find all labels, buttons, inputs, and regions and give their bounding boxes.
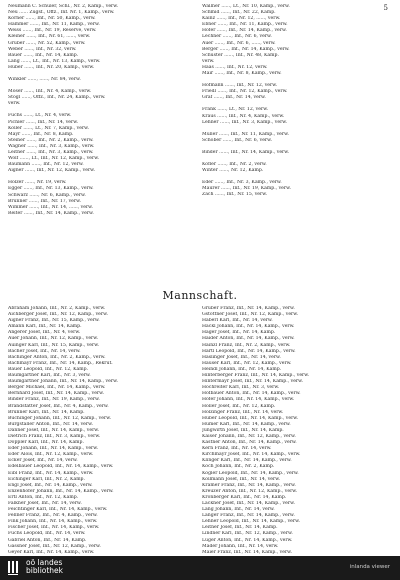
roster-entry: Neumann C. Schüler, Schl., Nr. 2, Kamp., verw. (8, 4, 119, 9)
roster-entry: Mair ......, Inf., Nr. 8, Kamp., verw. (202, 71, 282, 77)
crew-entry: Kollmann Josef, Inf., Nr. 14, verw. (202, 476, 281, 482)
crew-entry: Bachinger Anton, Inf., Nr. 2, Kamp., verw. (8, 354, 106, 360)
crew-entry: Eder Alois, Inf., Nr. 12, Kamp., verw. (8, 452, 94, 458)
roster-entry: Stögl ......, Offz., Inf., Nr. 24, Kamp., verw. (8, 95, 106, 101)
crew-entry: Geyer Karl, Inf., Nr. 14, Kamp., verw. (8, 549, 95, 555)
crew-entry: Luger Anton, Inf., Nr. 14, Kamp., verw. (202, 537, 293, 543)
roster-entry: Weiss ......, Inf., Nr. 19, Reserve, verw. (8, 28, 97, 34)
roster-entry: Egger ......, Inf., Nr. 13, Kamp., verw. (8, 186, 94, 192)
roster-entry: Baumann ......, Inf., Nr. 12, verw. (8, 162, 84, 168)
crew-entry: Feichtinger Karl, Inf., Nr. 14, Kamp., verw. (8, 507, 108, 513)
roster-entry: Mayr ......, Inf., Nr. 8, Kamp. (8, 131, 74, 137)
crew-entry: Fuchs Leopold, Inf., Nr. 14, verw. (8, 531, 86, 537)
crew-entry: Gruber Franz, Inf., Nr. 14, Kamp., verw. (202, 306, 295, 311)
crew-entry: Eibl Franz, Inf., Nr. 14, Kamp., verw. (8, 470, 94, 476)
crew-entry: Hager Josef, Inf., Nr. 14, Kamp. (202, 330, 276, 336)
crew-entry: Ecker Josef, Inf., Nr. 14, verw. (8, 458, 78, 464)
crew-entry: Haberl Karl, Inf., Nr. 14, verw. (202, 318, 273, 324)
crew-entry: Kastner Anton, Inf., Nr. 14, Kamp., verw. (202, 440, 297, 446)
library-logo[interactable] (8, 558, 63, 576)
crew-entry: Auer Johann, Inf., Nr. 12, Kamp., verw. (8, 336, 99, 342)
crew-entry: Hofer Johann, Inf., Nr. 14, Kamp., verw. (202, 397, 295, 403)
crew-entry: Lackner Josef, Inf., Nr. 14, Kamp., verw. (202, 501, 295, 506)
roster-entry: Koller ......, Lt., Nr. 7, Kamp., verw. (8, 125, 90, 131)
crew-entry: Hartl Leopold, Inf., Nr. 14, Kamp., verw. (202, 348, 296, 354)
crew-entry: Amann Karl, Inf., Nr. 14, Kamp. (8, 324, 82, 330)
upper-right-column (202, 4, 392, 198)
crew-entry: Hintermayr Josef, Inf., Nr. 14, Kamp., verw. (202, 379, 303, 385)
crew-entry: Kirchmayr Josef, Inf., Nr. 14, Kamp., verw. (202, 452, 301, 458)
roster-entry: Schuster ......, Inf., Nr. 48, Kamp. (202, 52, 279, 58)
crew-entry: Bacher Josef, Inf., Nr. 14, verw. (8, 348, 81, 354)
roster-entry: Friedl ......, Inf., Nr. 12, Kamp., verw. (202, 89, 288, 95)
roster-entry: verw. (8, 101, 21, 107)
section-heading: Mannschaft. (162, 289, 238, 302)
roster-entry: Körner ......, Inf., Nr. 50, Kamp., verw. (8, 16, 96, 22)
viewer-footer (0, 556, 400, 580)
roster-entry: Weber ......, Inf., Nr. 32, verw. (8, 46, 77, 52)
roster-entry: Wagner ......, Inf., Nr. 3, Kamp., verw. (8, 143, 95, 149)
roster-entry: Lehner ......, Inf., Nr. 3, Kamp., verw. (202, 119, 288, 125)
roster-entry: Wolf ......, Lt., Inf., Nr. 12, Kamp., verw. (8, 156, 100, 162)
roster-entry: Binder ......, Inf., Nr. 14, Kamp., verw. (202, 149, 290, 155)
crew-entry: Jungwirth Josef, Inf., Nr. 14, Kamp. (202, 427, 284, 433)
roster-entry: Ebner ......, Inf., Nr. 11, Kamp., verw. (202, 22, 288, 28)
crew-entry: Aichberger Josef, Inf., Nr. 12, Kamp., verw. (8, 312, 108, 318)
crew-entry: Baumgartner Karl, Inf., Nr. 3, verw. (8, 373, 91, 379)
crew-entry: Koch Johann, Inf., Nr. 2, Kamp. (202, 464, 275, 470)
crew-entry: Leitner Josef, Inf., Nr. 14, Kamp. (202, 525, 278, 531)
crew-entry: Lang Johann, Inf., Nr. 14, verw. (202, 507, 275, 513)
roster-entry: Kainz ......, Inf., Nr. 12, ......, verw. (202, 16, 281, 22)
crew-entry: Binder Franz, Inf., Nr. 19, Kamp., verw. (8, 397, 100, 403)
crew-entry: Bachmayr Franz, Inf., Nr. 14, Kamp., Rekrut. (8, 360, 113, 366)
crew-entry: Edelbauer Leopold, Inf., Nr. 14, Kamp., verw. (8, 464, 114, 470)
crew-entry: Holzinger Franz, Inf., Nr. 14, verw. (202, 409, 284, 415)
crew-entry: Baumgartner Johann, Inf., Nr. 14, Kamp., verw. (8, 379, 118, 385)
roster-entry: Winkler ......, ......, Nr. 84, verw. (8, 77, 81, 83)
roster-entry: Moser ......, Inf., Nr. 4, Kamp., verw. (8, 89, 92, 95)
lower-right-column (202, 306, 392, 556)
roster-entry: Graf ......, Inf., Nr. 14, verw. (202, 95, 266, 101)
roster-entry: Bauer ......, Inf., Nr. 14, Kamp. (8, 52, 79, 58)
crew-entry: Kaiser Johann, Inf., Nr. 12, Kamp., verw. (202, 433, 296, 439)
crew-entry: Auinger Karl, Inf., Nr. 15, Kamp., verw. (8, 342, 100, 348)
crew-entry: Haslinger Josef, Inf., Nr. 14, verw. (202, 354, 281, 360)
crew-entry: Bauer Leopold, Inf., Nr. 12, Kamp. (8, 366, 89, 372)
roster-entry: Pichler ......, Inf., Nr. 14, verw. (8, 119, 79, 125)
roster-entry: Maurer ......, Inf., Nr. 19, Kamp., verw. (202, 186, 291, 192)
logo-line-2: bibliothek (26, 566, 64, 575)
roster-entry: Schober ......, Inf., Nr. 6, verw. (202, 137, 272, 143)
crew-entry: Gabriel Anton, Inf., Nr. 14, Kamp. (8, 537, 87, 543)
roster-entry: verw. (202, 58, 215, 64)
page-number: 5 (383, 4, 388, 12)
roster-entry: Haas ......, Inf., Nr. 12, verw. (202, 64, 268, 70)
crew-entry: Bernhard Josef, Inf., Nr. 14, Kamp., verw. (8, 391, 104, 397)
roster-entry: Auer ......, Inf., Nr. 6, ......, verw. (202, 40, 276, 46)
crew-entry: Kronberger Karl, Inf., Nr. 14, Kamp. (202, 494, 287, 500)
viewer-label: inlanda viewer (349, 564, 390, 570)
crew-entry: Fellner Franz, Inf., Nr. 4, Kamp., verw. (8, 513, 98, 519)
crew-entry: Aigner Franz, Inf., Nr. 15, Kamp., verw. (8, 318, 100, 324)
crew-entry: Doppler Karl, Inf., Nr. 14, Kamp. (8, 440, 84, 446)
roster-entry: Huber ......, Inf., Nr. 20, Kamp., verw. (8, 64, 95, 70)
crew-entry: Danner Josef, Inf., Nr. 14, Kamp., verw. (8, 427, 100, 433)
crew-entry: Huber Leopold, Inf., Nr. 14, Kamp., verw. (202, 415, 299, 421)
crew-entry: Buchinger Johann, Inf., Nr. 12, Kamp., verw. (8, 415, 112, 421)
crew-entry: Ertl Anton, Inf., Nr. 12, Kamp. (8, 494, 79, 500)
roster-entry: Fuchs ......, Lt., Nr. 4, verw. (8, 113, 72, 119)
roster-entry: Winter ......, Nr. 12, Kamp. (202, 168, 264, 174)
crew-entry: Mader Johann, Inf., Nr. 14, verw. (202, 543, 279, 549)
roster-entry: Gruber ......, Nr. 52, Kamp., verw. (8, 40, 86, 46)
roster-entry: Steiner ......, Inf., Nr. 2, Kamp., verw. (8, 137, 94, 143)
roster-entry: Holzer ......, Nr. 19, verw. (8, 180, 67, 186)
roster-entry: Schwarz ......, Nr. 6, Kamp., verw. (8, 192, 86, 198)
crew-entry: Kreuzer Anton, Inf., Nr. 12, Kamp., verw. (202, 488, 298, 494)
roster-entry: Zach ......, Inf., Nr. 15, verw. (202, 192, 268, 198)
crew-entry: Enzenhofer Johann, Inf., Nr. 14, Kamp., verw. (8, 488, 114, 494)
crew-entry: Lehner Leopold, Inf., Nr. 14, Kamp., verw. (202, 519, 300, 525)
crew-entry: Hainzl Franz, Inf., Nr. 2, Kamp., verw. (202, 342, 291, 348)
crew-entry: Kern Franz, Inf., Nr. 14, verw. (202, 446, 272, 452)
crew-entry: Eder Johann, Inf., Nr. 14, Kamp., verw. (8, 446, 99, 452)
roster-entry: Lechner ......, Inf., Nr. 6, verw. (202, 34, 272, 40)
crew-entry: Brunner Karl, Inf., Nr. 14, Kamp. (8, 409, 85, 415)
crew-entry: Höller Josef, Inf., Nr. 12, Kamp. (202, 403, 276, 409)
crew-entry: Hochreiter Karl, Inf., Nr. 3, verw. (202, 385, 280, 391)
roster-entry: Brunner ......, Inf., Nr. 17, verw. (8, 198, 81, 204)
upper-left-column (8, 4, 198, 217)
crew-entry: Hinterberger Franz, Inf., Nr. 14, Kamp., verw. (202, 373, 310, 379)
roster-entry: Kleiner ......, Inf., Nr. 61, ......, verw. (8, 34, 91, 40)
roster-entry: Kofler ......, Inf., Nr. 2, verw. (202, 161, 267, 167)
roster-entry: Wimmer ......, Inf., Nr. 14, ......, verw. (8, 204, 94, 210)
logo-line-1: oö landes (26, 558, 63, 567)
crew-entry: Heindl Johann, Inf., Nr. 14, Kamp. (202, 366, 282, 372)
crew-entry: Eichinger Karl, Inf., Nr. 2, Kamp. (8, 476, 85, 482)
crew-entry: Hofbauer Anton, Inf., Nr. 14, Kamp., verw. (202, 391, 301, 397)
crew-entry: Fischer Josef, Inf., Nr. 14, Kamp., verw. (8, 525, 100, 531)
roster-entry: Wallner ......, Lt., Nr. 10, Kamp., verw. (202, 4, 290, 9)
crew-entry: Falkner Josef, Inf., Nr. 14, verw. (8, 501, 82, 506)
crew-entry: Kogler Leopold, Inf., Nr. 14, Kamp., verw. (202, 470, 299, 476)
roster-entry: Kraus ......, Inf., Nr. 4, Kamp., verw. (202, 113, 285, 119)
crew-entry: Abraham Johann, Inf., Nr. 2, Kamp., verw. (8, 306, 106, 311)
roster-entry: Berger ......, Inf., Nr. 14, Kamp., verw. (202, 46, 290, 52)
crew-entry: Brandstätter Josef, Inf., Nr. 4, Kamp., verw. (8, 403, 109, 409)
crew-entry: Humer Karl, Inf., Nr. 14, Kamp., verw. (202, 421, 291, 427)
roster-entry: Eder ......, Inf., Nr. 3, Kamp., verw. (202, 180, 282, 186)
roster-entry: Hammer ......, Inf., Nr. 11, Kamp., verw. (8, 22, 100, 28)
roster-entry: Hofmann ......, Inf., Nr. 12, verw. (202, 83, 278, 89)
roster-entry: Leitner ......, Inf., Nr. 3, Kamp., verw. (8, 149, 94, 155)
crew-entry: Gassner Josef, Inf., Nr. 12, Kamp., verw. (8, 543, 101, 549)
crew-entry: Haider Anton, Inf., Nr. 14, Kamp., verw. (202, 336, 295, 342)
roster-entry: Frank ......, Lt., Nr. 12, verw. (202, 107, 269, 113)
crew-entry: Maier Franz, Inf., Nr. 14, Kamp., verw. (202, 549, 292, 555)
library-logo-icon (8, 558, 22, 576)
roster-entry: Hofer ......, Inf., Nr. 14, Kamp., verw. (202, 28, 287, 34)
crew-entry: Berger Michael, Inf., Nr. 14, Kamp., verw. (8, 385, 106, 391)
crew-entry: Hackl Johann, Inf., Nr. 14, Kamp., verw. (202, 324, 295, 330)
roster-entry: Aigner ......, Inf., Nr. 12, Kamp., verw. (8, 168, 96, 174)
roster-entry: Müller ......, Inf., Nr. 11, Kamp., verw. (202, 131, 289, 137)
roster-entry: Lang ......, Lt., Inf., Nr. 13, Kamp., verw. (8, 58, 101, 64)
crew-entry: Dietrich Franz, Inf., Nr. 3, Kamp., verw. (8, 433, 101, 439)
crew-entry: Burgstaller Anton, Inf., Nr. 14, verw. (8, 421, 93, 427)
crew-entry: Engl Josef, Inf., Nr. 14, Kamp., verw. (8, 482, 93, 488)
roster-entry: Reiter ......, Inf., Nr. 14, Kamp., verw. (8, 210, 94, 216)
crew-entry: Langer Franz, Inf., Nr. 14, Kamp., verw. (202, 513, 295, 519)
crew-entry: Hauser Karl, Inf., Nr. 12, Kamp., verw. (202, 360, 292, 366)
crew-entry: Angerer Josef, Inf., Nr. 4, verw. (8, 330, 81, 336)
crew-entry: Fink Johann, Inf., Nr. 14, Kamp., verw. (8, 519, 98, 525)
crew-entry: Kramer Franz, Inf., Nr. 14, Kamp., verw. (202, 482, 296, 488)
crew-entry: Klinger Karl, Inf., Nr. 14, Kamp., verw. (202, 458, 292, 464)
roster-entry: Neu ...... Zugsf., Offz., Inf. Nr. 1, Kamp., verw. (8, 10, 115, 16)
crew-entry: Lindner Karl, Inf., Nr. 12, Kamp., verw. (202, 531, 293, 537)
crew-entry: Gstöttner Josef, Inf., Nr. 12, Kamp., verw. (202, 312, 299, 318)
roster-entry: Schmid ......, Inf., Nr. 22, Kamp. (202, 10, 276, 16)
lower-left-column (8, 306, 198, 556)
